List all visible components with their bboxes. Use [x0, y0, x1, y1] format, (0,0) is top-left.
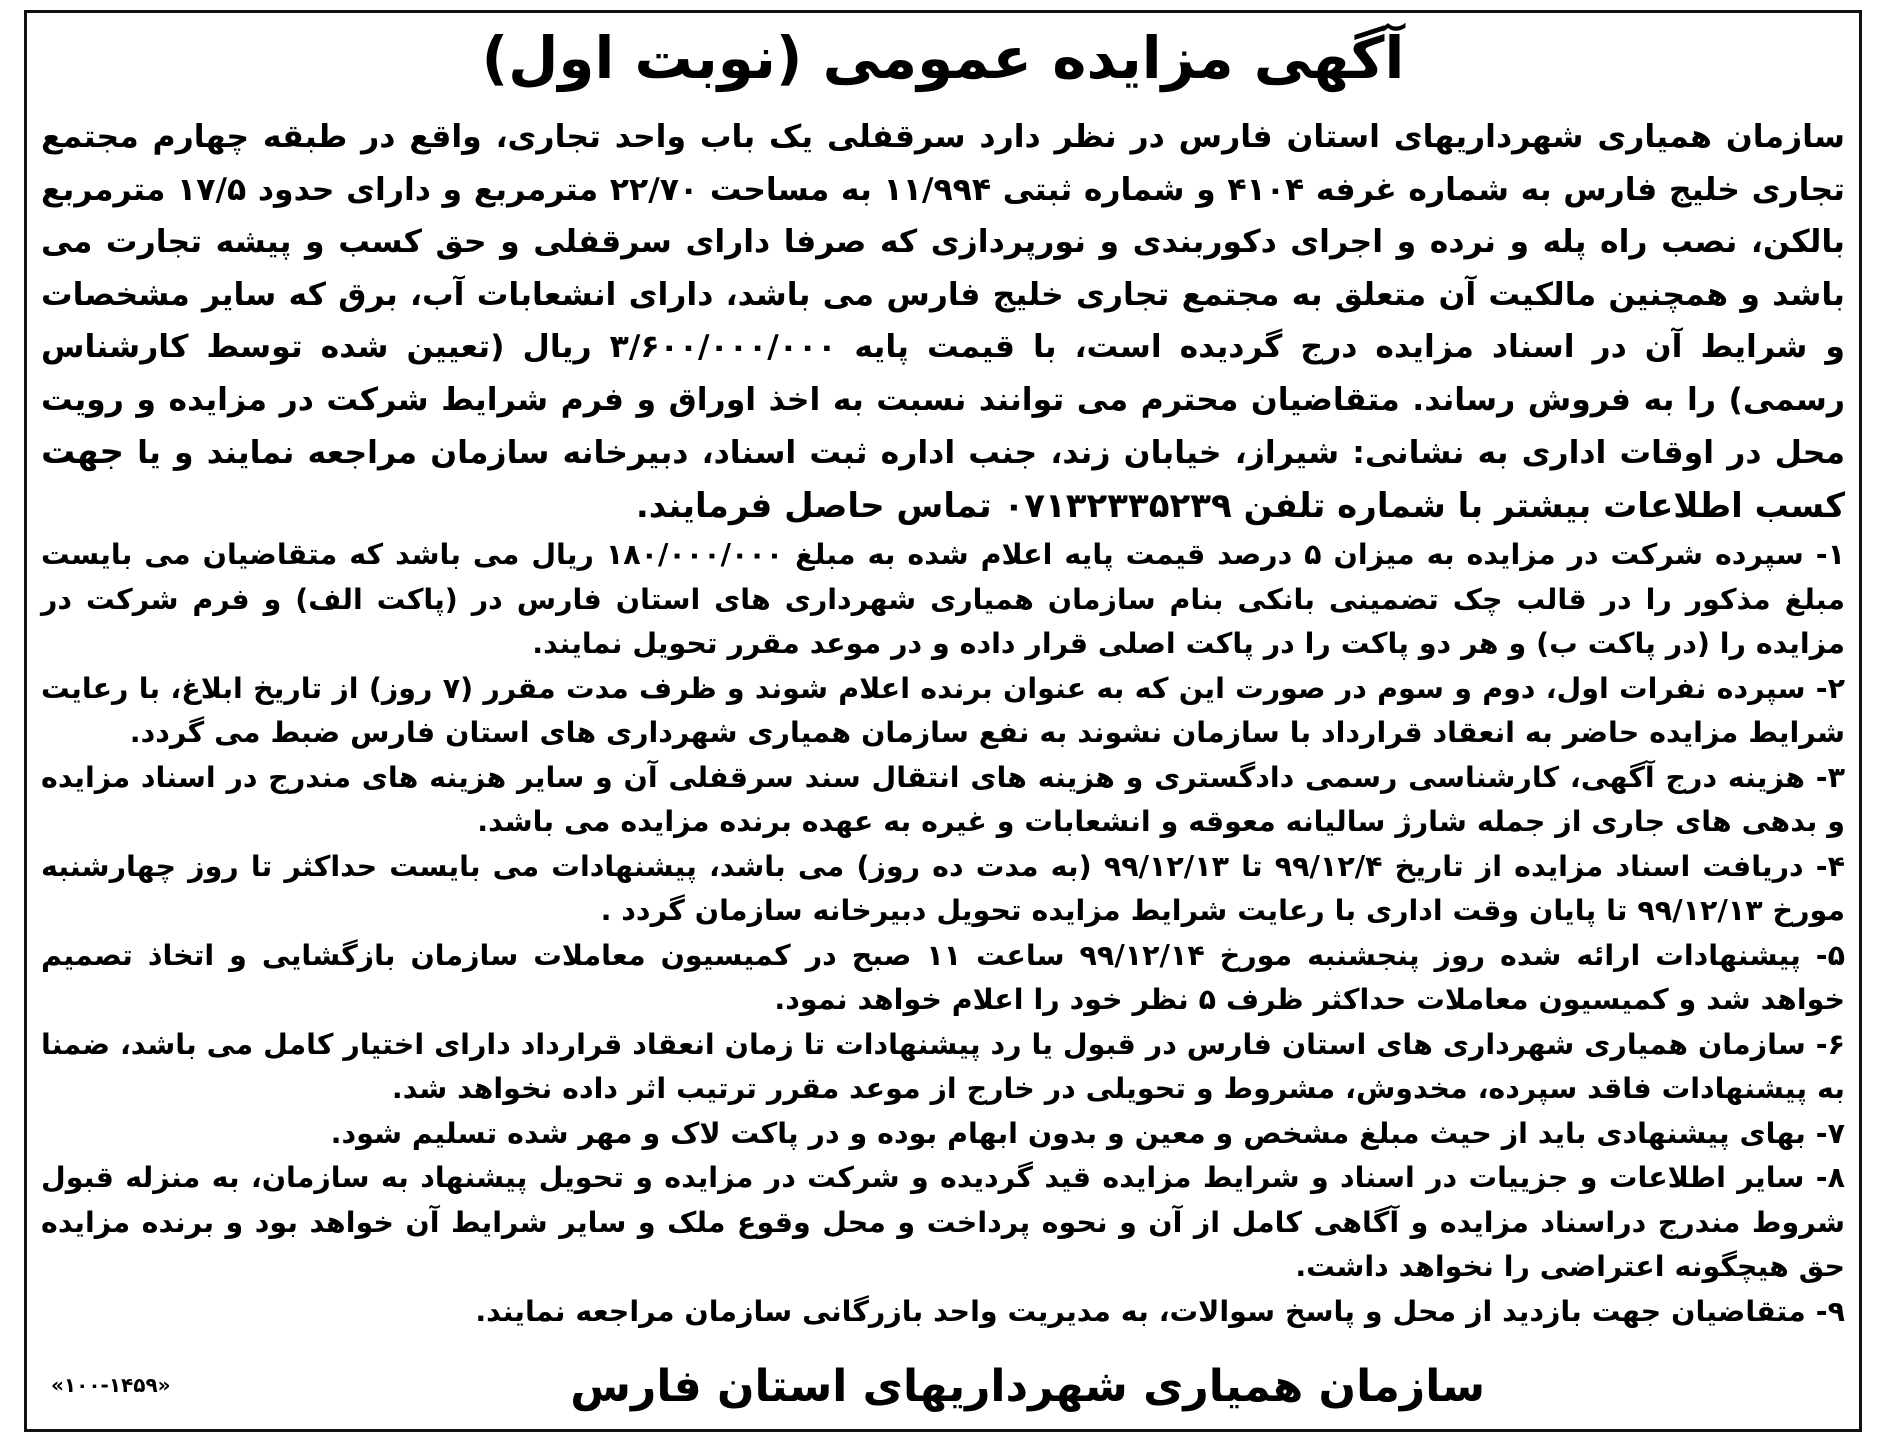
- reference-number: «۱۰۰-۱۴۵۹»: [51, 1373, 171, 1397]
- notice-title: آگهی مزایده عمومی (نوبت اول): [481, 24, 1405, 92]
- signature: سازمان همیاری شهرداریهای استان فارس: [570, 1361, 1485, 1412]
- intro-paragraph: [41, 111, 1845, 533]
- condition-item: ۷- بهای پیشنهادی باید از حیث مبلغ مشخص و معین و بدون ابهام بوده و در پاکت لاک و مهر شده تسلیم شود.: [330, 1116, 1845, 1150]
- condition-item: ۶- سازمان همیاری شهرداری های استان فارس در قبول یا رد پیشنهادات تا زمان انعقاد قرارداد دارای اختیار کامل می باشد، ضمنا به پیشنهادات فاقد سپرده، مخدوش، مشروط و تحویلی در خارج از موعد مقرر ترتیب اثر داده نخواهد شد.: [41, 1027, 1845, 1105]
- contact-info: جهت کسب اطلاعات بیشتر با شماره تلفن ۰۷۱۳۲۳۳۵۲۳۹ تماس حاصل فرمایند.: [41, 432, 1845, 526]
- notice-body: [41, 111, 1845, 1334]
- condition-item: ۹- متقاضیان جهت بازدید از محل و پاسخ سوالات، به مدیریت واحد بازرگانی سازمان مراجعه نمایند.: [475, 1294, 1845, 1328]
- conditions-list: [41, 533, 1845, 1334]
- condition-item: ۳- هزینه درج آگهی، کارشناسی رسمی دادگستری و هزینه های انتقال سند سرقفلی آن و سایر هزینه های مندرج در اسناد مزایده و بدهی های جاری از جمله شارژ سالیانه معوقه و انشعابات و غیره به عهده برنده مزایده می باشد.: [41, 760, 1845, 838]
- condition-item: ۵- پیشنهادات ارائه شده روز پنجشنبه مورخ ۹۹/۱۲/۱۴ ساعت ۱۱ صبح در کمیسیون معاملات سازمان بازگشایی و اتخاذ تصمیم خواهد شد و کمیسیون معاملات حداکثر ظرف ۵ نظر خود را اعلام خواهد نمود.: [41, 938, 1845, 1016]
- intro-text: سازمان همیاری شهرداریهای استان فارس در نظر دارد سرقفلی یک باب واحد تجاری، واقع در طبقه چهارم مجتمع تجاری خلیج فارس به شماره غرفه ۴۱۰۴ و شماره ثبتی ۱۱/۹۹۴ به مساحت ۲۲/۷۰ مترمربع و دارای حدود ۱۷/۵ مترمربع بالکن، نصب راه پله و نرده و اجرای دکوربندی و نورپردازی که صرفا دارای سرقفلی و حق کسب و پیشه تجارت می باشد و همچنین مالکیت آن متعلق به مجتمع تجاری خلیج فارس می باشد، دارای انشعابات آب، برق که سایر مشخصات و شرایط آن در اسناد مزایده درج گردیده است، با قیمت پایه ۳/۶۰۰/۰۰۰/۰۰۰ ریال (تعیین شده توسط کارشناس رسمی) را به فروش رساند. متقاضیان محترم می توانند نسبت به اخذ اوراق و فرم شرایط شرکت در مزایده و رویت محل در اوقات اداری به نشانی: شیراز، خیابان زند، جنب اداره ثبت اسناد، دبیرخانه سازمان مراجعه نمایند و یا: [41, 119, 1846, 471]
- notice-frame: [24, 10, 1862, 1432]
- condition-item: ۱- سپرده شرکت در مزایده به میزان ۵ درصد قیمت پایه اعلام شده به مبلغ ۱۸۰/۰۰۰/۰۰۰ ریال می باشد که متقاضیان می بایست مبلغ مذکور را در قالب چک تضمینی بانکی بنام سازمان همیاری شهرداری های استان فارس در (پاکت الف) و فرم شرکت در مزایده را (در پاکت ب) و هر دو پاکت را در پاکت اصلی قرار داده و در موعد مقرر تحویل نمایند.: [41, 538, 1845, 660]
- condition-item: ۸- سایر اطلاعات و جزییات در اسناد و شرایط مزایده قید گردیده و شرکت در مزایده و تحویل پیشنهاد به سازمان، به منزله قبول شروط مندرج دراسناد مزایده و آگاهی کامل از آن و نحوه پرداخت و محل وقوع ملک و سایر شرایط آن خواهد بود و برنده مزایده حق هیچگونه اعتراضی را نخواهد داشت.: [41, 1161, 1845, 1283]
- condition-item: ۲- سپرده نفرات اول، دوم و سوم در صورت این که به عنوان برنده اعلام شوند و ظرف مدت مقرر (۷ روز) از تاریخ ابلاغ، با رعایت شرایط مزایده حاضر به انعقاد قرارداد با سازمان نشوند به نفع سازمان همیاری شهرداری های استان فارس ضبط می گردد.: [41, 671, 1845, 749]
- notice-footer: [41, 1359, 1845, 1415]
- condition-item: ۴- دریافت اسناد مزایده از تاریخ ۹۹/۱۲/۴ تا ۹۹/۱۲/۱۳ (به مدت ده روز) می باشد، پیشنهادات می بایست حداکثر تا روز چهارشنبه مورخ ۹۹/۱۲/۱۳ تا پایان وقت اداری با رعایت شرایط مزایده تحویل دبیرخانه سازمان گردد .: [41, 849, 1846, 927]
